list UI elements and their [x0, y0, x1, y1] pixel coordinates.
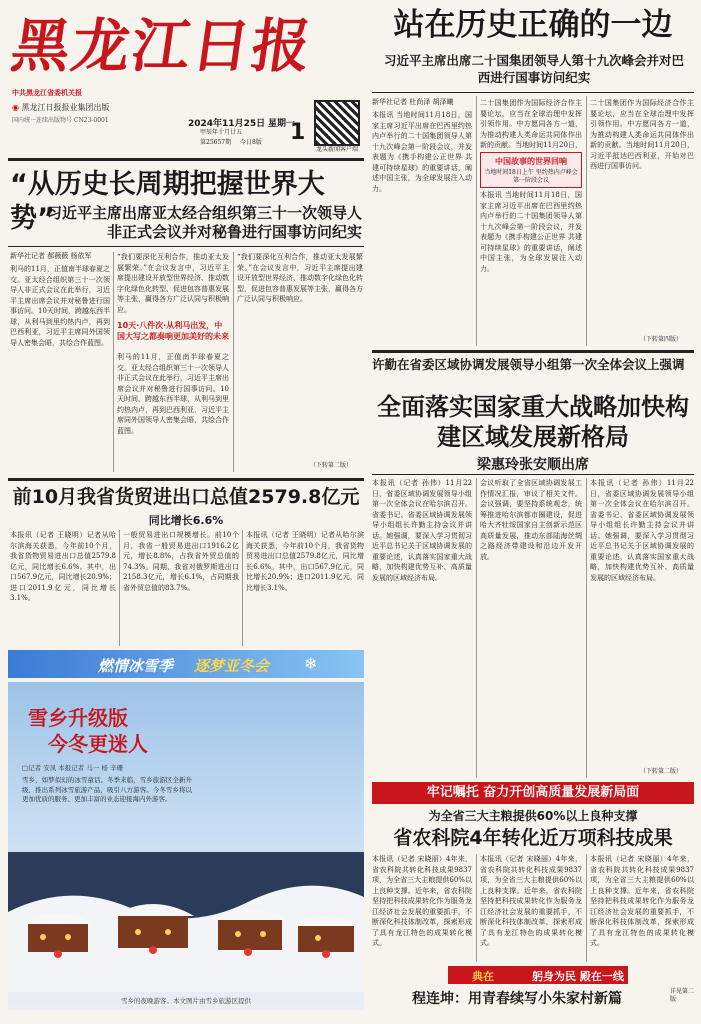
snow-village-image — [8, 852, 364, 992]
story3-col3: 本报讯（记者 孙伟）11月22日，省委区域协调发展领导小组第一次全体会议在哈尔滨召开。省委书记、省委区域协调发展领导小组组长许勤主持会议并讲话。她强调，要深入学习贯彻习近平总书记关于区域协调发展的重要论述，认真落实国家重大战略，加快构建优势互补、高质量发展的区域经济布局。 — [590, 479, 694, 582]
story3-sub: 梁惠玲张安顺出席 — [477, 457, 589, 473]
top-story-title[interactable]: 站在历史正确的一边 — [393, 7, 673, 43]
lead-col3: “我们要深化互利合作，推动亚太发展繁荣。”在会议发言中，习近平主席提出建设开放型世界经济、推动数字化绿色化转型、促进包容普惠发展等主张，赢得各方广泛认同与积极响应。 — [237, 253, 363, 303]
story3-title[interactable]: 全面落实国家重大战略加快构建区域发展新格局 — [377, 393, 689, 451]
masthead-logo: 黑龙江日报 — [7, 12, 317, 80]
section-col1: 本报讯（记者 宋晓丽）4年来，省农科院共转化科技成果9837项，为全省三大主粮提供60%以上良种支撑。近年来，省农科院坚持把科技成果转化作为服务龙江经济社会发展的重要抓手，不断深化科技体制改革，探索形成了具有龙江特色的成果转化模式。 — [372, 855, 472, 947]
publisher-name: 黑龙江日报报业集团出版 — [21, 103, 110, 112]
top-story-box — [480, 152, 582, 188]
story4-col2: 一般贸易进出口规模增长。前10个月，我省一般贸易进出口1916.2亿元，增长8.8%，占我省外贸总值的74.3%。同期，我省对俄罗斯进出口2158.3亿元，增长6.1%，占同期我省外贸总值的83.7%。 — [123, 531, 239, 592]
photo-title-2: 今冬更迷人 — [48, 732, 148, 756]
issue-weekday: 星期一 — [268, 119, 296, 129]
story3-kicker: 许勤在省委区域协调发展领导小组第一次全体会议上强调 — [372, 357, 685, 372]
banner-text-1: 燃情冰雪季 — [98, 657, 174, 675]
publisher-line: 中共黑龙江省委机关报 — [12, 89, 82, 97]
photo-caption: 雪乡的夜晚游客。本文图片由雪乡旅游区提供 — [121, 997, 251, 1005]
bottom-tag-right: 躬身为民 殿在一线 — [532, 970, 624, 983]
lead-col1: 利马的11月，正值南半球春夏之交。亚太经合组织第三十一次领导人非正式会议在此举行，习近平主席出席会议并对秘鲁进行国事访问。10天时间，跨越东西半球，从利马到里约热内卢，再到巴西利亚，习近平主席同外国领导人密集会晤，共绘合作蓝图。 — [10, 265, 110, 347]
story4-col1: 本报讯（记者 王晓明）记者从哈尔滨海关获悉，今年前10个月，我省货物贸易进出口总值2579.8亿元，同比增长6.6%。其中，出口567.9亿元，同比增长20.9%；进口2011.9亿元，同比增长3.1%。 — [10, 531, 116, 602]
story3-col2: 会议听取了全省区域协调发展工作情况汇报，审议了相关文件。会议强调，要坚持系统观念，统筹推进哈尔滨都市圈建设，促进哈大齐牡绥国家自主创新示范区高质量发展，推动东部陆海丝绸之路经济带建设和沿边开发开放。 — [480, 479, 582, 561]
top-story-continued: （下转第四版） — [640, 336, 683, 343]
snowflake-icon: ❄ — [304, 654, 318, 673]
lead-col2b: 利马的11月，正值南半球春夏之交。亚太经合组织第三十一次领导人非正式会议在此举行，习近平主席出席会议并对秘鲁进行国事访问。10天时间，跨越东西半球，从利马到里约热内卢，再到巴西利亚，习近平主席同外国领导人密集会晤，共绘合作蓝图。 — [117, 353, 229, 435]
lead-col2a: “我们要深化互利合作，推动亚太发展繁荣。”在会议发言中，习近平主席提出建设开放型世界经济、推动数字化绿色化转型、促进包容普惠发展等主张，赢得各方广泛认同与积极响应。 — [117, 253, 229, 314]
top-story-col1: 本报讯 当地时间11月18日，国家主席习近平出席在巴西里约热内卢举行的二十国集团领导人第十九次峰会第一阶段会议，并发表题为《携手构建公正世界 共建可持续星球》的重要讲话，阐述中国主张，为全球发展注入动力。 — [372, 111, 472, 193]
qr-caption: 龙头新闻客户端 — [316, 146, 359, 153]
top-story-byline: 新华社记者 杜尚泽 胡泽曦 — [372, 98, 454, 106]
story4-title[interactable]: 前10月我省货贸进出口总值2579.8亿元 — [12, 486, 360, 508]
story3-continued: （下转第二版） — [640, 768, 683, 775]
winter-banner[interactable] — [8, 650, 364, 678]
bottom-side: 详见第二版 — [670, 988, 695, 1003]
photo-feature — [8, 682, 364, 1010]
lunar-date: 甲辰年十月廿五 — [200, 129, 243, 136]
lead-subheading: 10天·八件次·从利马出发，中国大写之都奏响更加美好的未来 — [117, 321, 229, 341]
lead-story-subtitle: 习近平主席出席亚太经合组织第三十一次领导人非正式会议并对秘鲁进行国事访问纪实 — [46, 204, 362, 241]
page-count: 今日8版 — [240, 139, 262, 146]
box-subtitle: 当地时间18日上午 里约热内卢峰会第一阶段会议 — [484, 169, 578, 184]
box-title: 中国故事的世界回响 — [495, 157, 567, 166]
issue-number: 第25657期 — [200, 139, 232, 146]
section-title[interactable]: 省农科院4年转化近万项科技成果 — [393, 827, 673, 849]
top-story-col2b: 本报讯 当地时间11月18日，国家主席习近平出席在巴西里约热内卢举行的二十国集团领导人第十九次峰会第一阶段会议，并发表题为《携手构建公正世界 共建可持续星球》的重要讲话，阐述中国主张，为全球发展注入动力。 — [480, 191, 582, 273]
lead-continued: （下转第二版） — [310, 462, 353, 469]
section-col3: 本报讯（记者 宋晓丽）4年来，省农科院共转化科技成果9837项，为全省三大主粮提供60%以上良种支撑。近年来，省农科院坚持把科技成果转化作为服务龙江经济社会发展的重要抓手，不断深化科技体制改革，探索形成了具有龙江特色的成果转化模式。 — [590, 855, 694, 947]
top-story-col3: 二十国集团作为国际经济合作主要论坛，应当在全球治理中发挥引领作用。中方愿同各方一道，为推动构建人类命运共同体作出新的贡献。当地时间11月20日，习近平抵达巴西利亚，开始对巴西进行国事访问。 — [590, 99, 694, 170]
qr-code-icon[interactable] — [314, 100, 360, 146]
top-story-subtitle: 习近平主席出席二十国集团领导人第十九次峰会并对巴西进行国事访问纪实 — [383, 53, 684, 85]
photo-text: 雪乡，如梦似幻的冰雪童话。冬季来临，雪乡旅游区全新升级，推出系列冰雪旅游产品，吸引八方游客。今冬雪乡将以更加优质的服务、更加丰富的业态迎接海内外游客。 — [22, 776, 192, 803]
bottom-tag — [448, 966, 628, 984]
section-banner: 牢记嘱托 奋力开创高质量发展新局面 — [372, 782, 694, 804]
photo-byline: □记者 安凤 本报记者 马一 杨 辛珊 — [22, 764, 123, 772]
lead-story-title[interactable]: “从历史长周期把握世界大势” — [10, 169, 325, 234]
photo-title-1: 雪乡升级版 — [28, 706, 128, 730]
story3-col1: 本报讯（记者 孙伟）11月22日，省委区域协调发展领导小组第一次全体会议在哈尔滨召开。省委书记、省委区域协调发展领导小组组长许勤主持会议并讲话。她强调，要深入学习贯彻习近平总书记关于区域协调发展的重要论述，认真落实国家重大战略，加快构建优势互补、高质量发展的区域经济布局。 — [372, 479, 472, 582]
cn-number: 国内统一连续出版物号 CN23-0001 — [12, 117, 109, 124]
story4-sub: 同比增长6.6% — [148, 514, 224, 527]
section-kicker: 为全省三大主粮提供60%以上良种支撑 — [428, 809, 638, 823]
banner-text-2: 逐梦亚冬会 — [194, 657, 270, 675]
issue-date: 2024年11月25日 — [188, 119, 266, 129]
logo-mark-icon: ◉ — [12, 103, 19, 112]
story4-col3: 本报讯（记者 王晓明）记者从哈尔滨海关获悉，今年前10个月，我省货物贸易进出口总值2579.8亿元，同比增长6.6%。其中，出口567.9亿元，同比增长20.9%；进口2011.9亿元，同比增长3.1%。 — [246, 531, 364, 592]
top-story-col2a: 二十国集团作为国际经济合作主要论坛，应当在全球治理中发挥引领作用。中方愿同各方一道，为推动构建人类命运共同体作出新的贡献。当地时间11月20日， — [480, 99, 582, 149]
edition-number: 1 — [290, 120, 306, 145]
section-col2: 本报讯（记者 宋晓丽）4年来，省农科院共转化科技成果9837项，为全省三大主粮提供60%以上良种支撑。近年来，省农科院坚持把科技成果转化作为服务龙江经济社会发展的重要抓手，不断深化科技体制改革，探索形成了具有龙江特色的成果转化模式。 — [480, 855, 582, 947]
lead-story-byline: 新华社记者 郝薇薇 杨依军 — [10, 252, 92, 260]
bottom-title[interactable]: 程连坤：用青春续写小朱家村新篇 — [412, 991, 622, 1007]
masthead-meta — [12, 88, 362, 125]
bottom-tag-left: 典在 — [472, 970, 494, 983]
publisher-line-2 — [12, 102, 362, 113]
